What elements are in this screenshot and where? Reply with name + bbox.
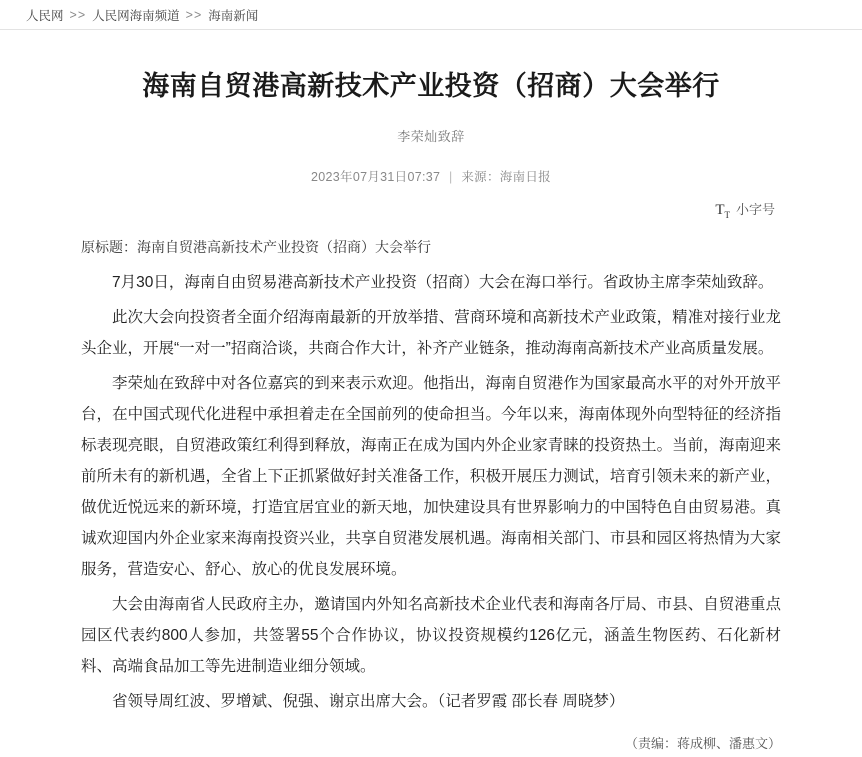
article-paragraph: 大会由海南省人民政府主办，邀请国内外知名高新技术企业代表和海南各厅局、市县、自贸港重点园区代表约800人参加，共签署55个合作协议，协议投资规模约126亿元，涵盖生物医药、石化新材料、高端食品加工等先进制造业细分领域。	[81, 596, 781, 676]
article-body	[81, 234, 781, 757]
breadcrumb-item-section[interactable]: 海南新闻	[208, 8, 259, 23]
editor-credit: （责编：蒋成柳、潘惠文）	[624, 736, 781, 752]
original-title-text: 海南自贸港高新技术产业投资（招商）大会举行	[137, 239, 431, 256]
breadcrumb-item-channel[interactable]: 人民网海南频道	[92, 8, 180, 23]
breadcrumb-separator: >>	[69, 7, 87, 22]
article-paragraph: 7月30日，海南自由贸易港高新技术产业投资（招商）大会在海口举行。省政协主席李荣灿致辞。	[112, 274, 774, 292]
breadcrumb-bar	[0, 0, 862, 30]
article-container	[81, 30, 781, 757]
article-paragraph: 李荣灿在致辞中对各位嘉宾的到来表示欢迎。他指出，海南自贸港作为国家最高水平的对外开放平台，在中国式现代化进程中承担着走在全国前列的使命担当。今年以来，海南体现外向型特征的经济指标表现亮眼，自贸港政策红利得到释放，海南正在成为国内外企业家青睐的投资热土。当前，海南迎来前所未有的新机遇，全省上下正抓紧做好封关准备工作，积极开展压力测试，培育引领未来的新产业，做优近悦远来的新环境，打造宜居宜业的新天地，加快建设具有世界影响力的中国特色自由贸易港。真诚欢迎国内外企业家来海南投资兴业，共享自贸港发展机遇。海南相关部门、市县和园区将热情为大家服务，营造安心、舒心、放心的优良发展环境。	[81, 375, 781, 579]
font-size-icon: $T_T$	[715, 202, 730, 221]
source-name: 海南日报	[499, 170, 551, 185]
article-meta	[81, 167, 781, 185]
meta-separator: |	[449, 170, 453, 185]
article-paragraph: 省领导周红波、罗增斌、倪强、谢京出席大会。（记者罗霞 邵长春 周晓梦）	[112, 693, 625, 711]
article-paragraph: 此次大会向投资者全面介绍海南最新的开放举措、营商环境和高新技术产业政策，精准对接行业龙头企业，开展“一对一”招商洽谈，共商合作大计，补齐产业链条，推动海南高新技术产业高质量发展。	[81, 309, 781, 358]
fontsize-row	[81, 199, 781, 220]
page-title: 海南自贸港高新技术产业投资（招商）大会举行	[142, 71, 720, 101]
article-subheadline: 李荣灿致辞	[397, 129, 465, 145]
original-title	[81, 234, 781, 261]
breadcrumb-item-home[interactable]: 人民网	[26, 8, 64, 23]
publish-date: 2023年07月31日07:37	[311, 170, 441, 185]
source-label: 来源：	[461, 170, 500, 185]
breadcrumb-separator: >>	[185, 7, 203, 22]
breadcrumb	[26, 6, 258, 24]
font-size-toggle[interactable]	[715, 199, 775, 220]
font-size-label: 小字号	[735, 202, 775, 218]
original-title-label: 原标题：	[81, 239, 137, 256]
